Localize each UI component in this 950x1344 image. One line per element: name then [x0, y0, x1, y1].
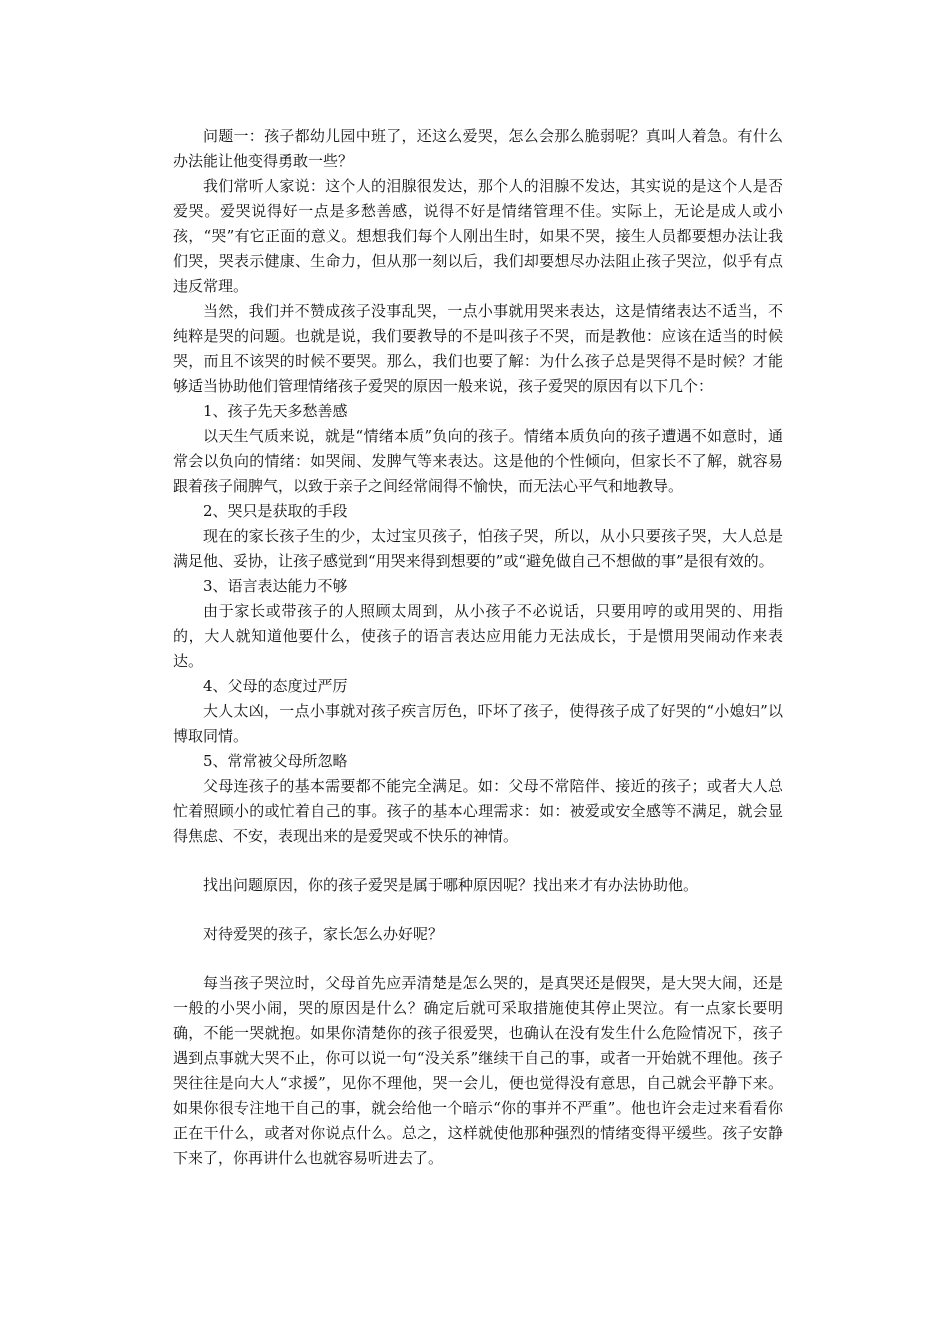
document-body	[173, 124, 783, 1171]
question-paragraph: 问题一：孩子都幼儿园中班了，还这么爱哭，怎么会那么脆弱呢？真叫人着急。有什么办法能让他变得勇敢一些？	[173, 127, 783, 170]
intro-paragraph: 我们常听人家说：这个人的泪腺很发达，那个人的泪腺不发达，其实说的是这个人是否爱哭。爱哭说得好一点是多愁善感，说得不好是情绪管理不佳。实际上，无论是成人或小孩，“哭”有它正面的意义。想想我们每个人刚出生时，如果不哭，接生人员都要想办法让我们哭，哭表示健康、生命力，但从那一刻以后，我们却要想尽办法阻止孩子哭泣，似乎有点违反常理。	[173, 177, 783, 295]
what-to-do-heading: 对待爱哭的孩子，家长怎么办好呢？	[203, 925, 444, 943]
reason-4-heading: 4、父母的态度过严厉	[203, 677, 348, 695]
reason-1-heading: 1、孩子先天多愁善感	[203, 402, 348, 420]
reason-1-paragraph: 以天生气质来说，就是“情绪本质”负向的孩子。情绪本质负向的孩子遭遇不如意时，通常会以负向的情绪：如哭闹、发脾气等来表达。这是他的个性倾向，但家长不了解，就容易跟着孩子闹脾气，以致于亲子之间经常闹得不愉快，而无法心平气和地教导。	[173, 427, 783, 495]
reason-4-paragraph: 大人太凶，一点小事就对孩子疾言厉色，吓坏了孩子，使得孩子成了好哭的“小媳妇”以博取同情。	[173, 702, 783, 745]
reason-2-heading: 2、哭只是获取的手段	[203, 502, 348, 520]
reason-3-heading: 3、语言表达能力不够	[203, 577, 348, 595]
reasons-intro-paragraph: 当然，我们并不赞成孩子没事乱哭，一点小事就用哭来表达，这是情绪表达不适当，不纯粹是哭的问题。也就是说，我们要教导的不是叫孩子不哭，而是教他：应该在适当的时候哭，而且不该哭的时候不要哭。那么，我们也要了解：为什么孩子总是哭得不是时候？才能够适当协助他们管理情绪孩子爱哭的原因一般来说，孩子爱哭的原因有以下几个：	[173, 302, 783, 395]
reason-3-paragraph: 由于家长或带孩子的人照顾太周到，从小孩子不必说话，只要用哼的或用哭的、用指的，大人就知道他要什么，使孩子的语言表达应用能力无法成长，于是惯用哭闹动作来表达。	[173, 602, 783, 670]
reason-5-paragraph: 父母连孩子的基本需要都不能完全满足。如：父母不常陪伴、接近的孩子；或者大人总忙着照顾小的或忙着自己的事。孩子的基本心理需求：如：被爱或安全感等不满足，就会显得焦虑、不安，表现出来的是爱哭或不快乐的神情。	[173, 777, 783, 845]
reason-2-paragraph: 现在的家长孩子生的少，太过宝贝孩子，怕孩子哭，所以，从小只要孩子哭，大人总是满足他、妥协，让孩子感觉到“用哭来得到想要的”或“避免做自己不想做的事”是很有效的。	[173, 527, 783, 570]
reason-5-heading: 5、常常被父母所忽略	[203, 752, 348, 770]
advice-paragraph: 每当孩子哭泣时，父母首先应弄清楚是怎么哭的，是真哭还是假哭，是大哭大闹，还是一般的小哭小闹，哭的原因是什么？确定后就可采取措施使其停止哭泣。有一点家长要明确，不能一哭就抱。如果你清楚你的孩子很爱哭，也确认在没有发生什么危险情况下，孩子遇到点事就大哭不止，你可以说一句“没关系”继续干自己的事，或者一开始就不理他。孩子哭往往是向大人“求援”，见你不理他，哭一会儿，便也觉得没有意思，自己就会平静下来。如果你很专注地干自己的事，就会给他一个暗示“你的事并不严重”。他也许会走过来看看你正在干什么，或者对你说点什么。总之，这样就使他那种强烈的情绪变得平缓些。孩子安静下来了，你再讲什么也就容易听进去了。	[173, 974, 783, 1167]
find-cause-paragraph: 找出问题原因，你的孩子爱哭是属于哪种原因呢？找出来才有办法协助他。	[203, 876, 699, 894]
